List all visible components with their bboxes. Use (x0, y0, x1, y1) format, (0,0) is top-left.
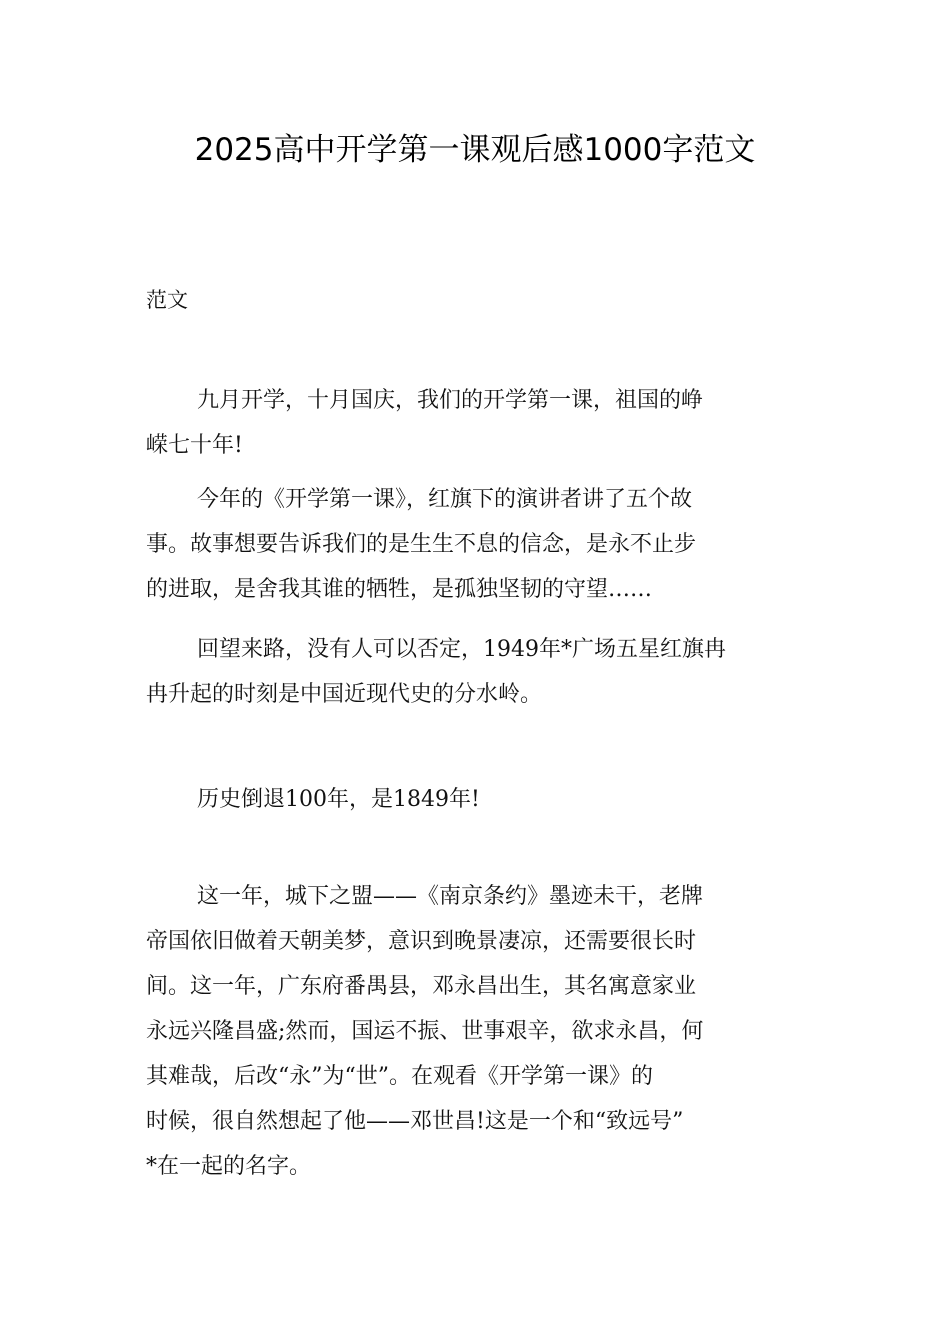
paragraph-line: 这一年，城下之盟——《南京条约》墨迹未干，老牌 (197, 884, 704, 909)
paragraph-line: 间。这一年，广东府番禺县，邓永昌出生，其名寓意家业 (146, 974, 697, 999)
paragraph-line: 历史倒退100年，是1849年! (197, 787, 480, 812)
paragraph-1 (146, 378, 806, 468)
paragraph-line: 其难哉，后改“永”为“世”。在观看《开学第一课》的 (146, 1064, 653, 1089)
paragraph-5 (146, 874, 806, 1189)
paragraph-line: 今年的《开学第一课》，红旗下的演讲者讲了五个故 (197, 487, 693, 512)
paragraph-line: 的进取，是舍我其谁的牺牲，是孤独坚韧的守望…… (146, 577, 653, 602)
paragraph-3 (146, 627, 806, 717)
paragraph-2 (146, 477, 806, 612)
paragraph-line: 冉升起的时刻是中国近现代史的分水岭。 (146, 682, 543, 707)
paragraph-line: 永远兴隆昌盛;然而，国运不振、世事艰辛，欲求永昌，何 (146, 1019, 704, 1044)
paragraph-line: 九月开学，十月国庆，我们的开学第一课，祖国的峥 (197, 388, 704, 413)
paragraph-line: 帝国依旧做着天朝美梦，意识到晚景凄凉，还需要很长时 (146, 929, 697, 954)
document-title: 2025高中开学第一课观后感1000字范文 (194, 132, 756, 168)
paragraph-line: *在一起的名字。 (146, 1154, 312, 1179)
section-label: 范文 (146, 288, 188, 312)
paragraph-line: 嵘七十年! (146, 433, 243, 458)
paragraph-line: 时候，很自然想起了他——邓世昌!这是一个和“致远号” (146, 1109, 684, 1134)
paragraph-4 (146, 777, 806, 822)
paragraph-line: 回望来路，没有人可以否定，1949年*广场五星红旗冉 (197, 637, 726, 662)
paragraph-line: 事。故事想要告诉我们的是生生不息的信念，是永不止步 (146, 532, 697, 557)
